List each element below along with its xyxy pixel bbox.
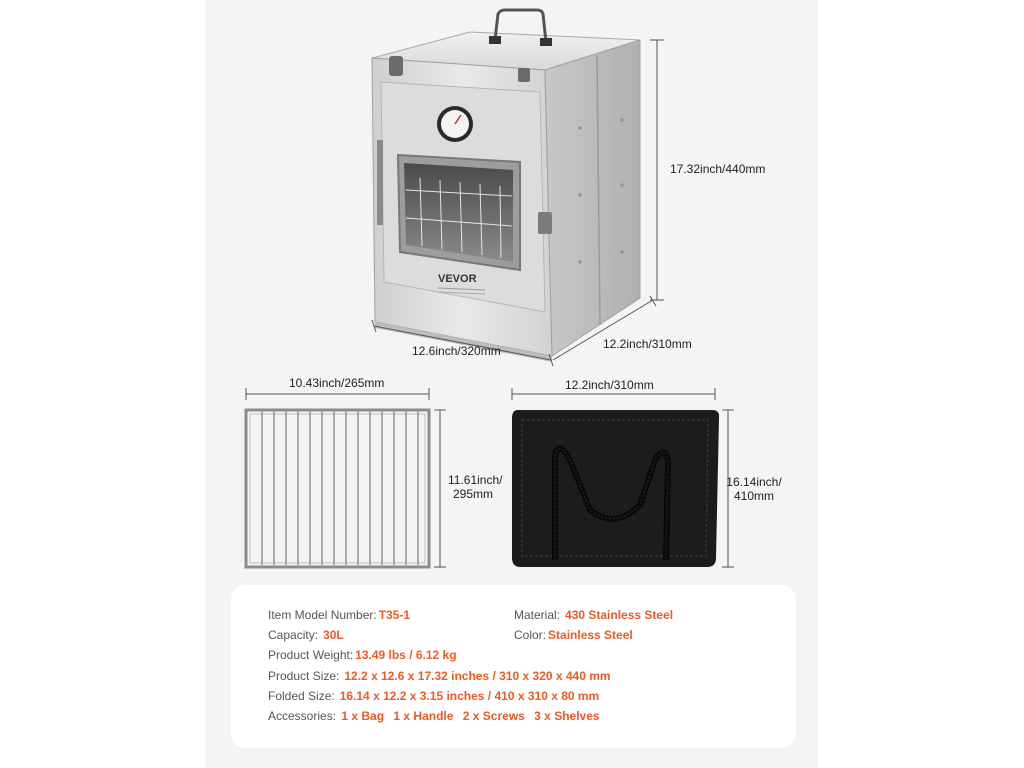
spec-size-value: 12.2 x 12.6 x 17.32 inches / 310 x 320 x 440 mm [344, 669, 611, 683]
spec-folded-label: Folded Size: [268, 689, 335, 703]
accessory-item: 1 x Handle [393, 709, 454, 723]
rack-height-label [448, 473, 503, 501]
spec-model-value: T35-1 [378, 608, 411, 622]
bag-width-label: 12.2inch/310mm [565, 378, 654, 392]
spec-folded [268, 689, 599, 704]
spec-material-value: 430 Stainless Steel [565, 608, 674, 622]
spec-capacity-label: Capacity: [268, 628, 319, 642]
storage-bag-image [512, 410, 719, 567]
rack-height-line1: 11.61inch/ [448, 473, 503, 487]
bag-height-line2: 410mm [733, 489, 774, 503]
spec-size [268, 669, 611, 684]
accessory-item: 1 x Bag [341, 709, 385, 723]
oven-width-label: 12.6inch/320mm [412, 344, 501, 358]
spec-weight [268, 648, 457, 663]
oven-depth-label: 12.2inch/310mm [603, 337, 692, 351]
spec-size-label: Product Size: [268, 669, 340, 683]
spec-material-label: Material: [514, 608, 561, 622]
rack-height-line2: 295mm [452, 487, 493, 501]
spec-card [231, 585, 796, 748]
oven-image [372, 10, 640, 362]
spec-accessories-label: Accessories: [268, 709, 337, 723]
brand-logo: VEVOR [438, 273, 477, 285]
accessory-item: 2 x Screws [462, 709, 525, 723]
spec-model-label: Item Model Number: [268, 608, 377, 622]
bag-height-line1: 16.14inch/ [726, 475, 782, 489]
accessory-item: 3 x Shelves [534, 709, 600, 723]
spec-weight-value: 13.49 lbs / 6.12 kg [355, 648, 457, 662]
spec-material [514, 608, 673, 623]
spec-model [268, 608, 410, 623]
spec-color-value: Stainless Steel [548, 628, 633, 642]
spec-weight-label: Product Weight: [268, 648, 354, 662]
spec-capacity [268, 628, 344, 643]
rack-image [246, 410, 429, 567]
spec-color-label: Color: [514, 628, 547, 642]
spec-accessories [268, 709, 606, 724]
oven-height-label: 17.32inch/440mm [670, 162, 766, 176]
spec-folded-value: 16.14 x 12.2 x 3.15 inches / 410 x 310 x 80 mm [339, 689, 600, 703]
spec-color [514, 628, 633, 643]
rack-width-label: 10.43inch/265mm [289, 376, 385, 390]
bag-height-label [726, 475, 782, 503]
spec-capacity-value: 30L [323, 628, 344, 642]
